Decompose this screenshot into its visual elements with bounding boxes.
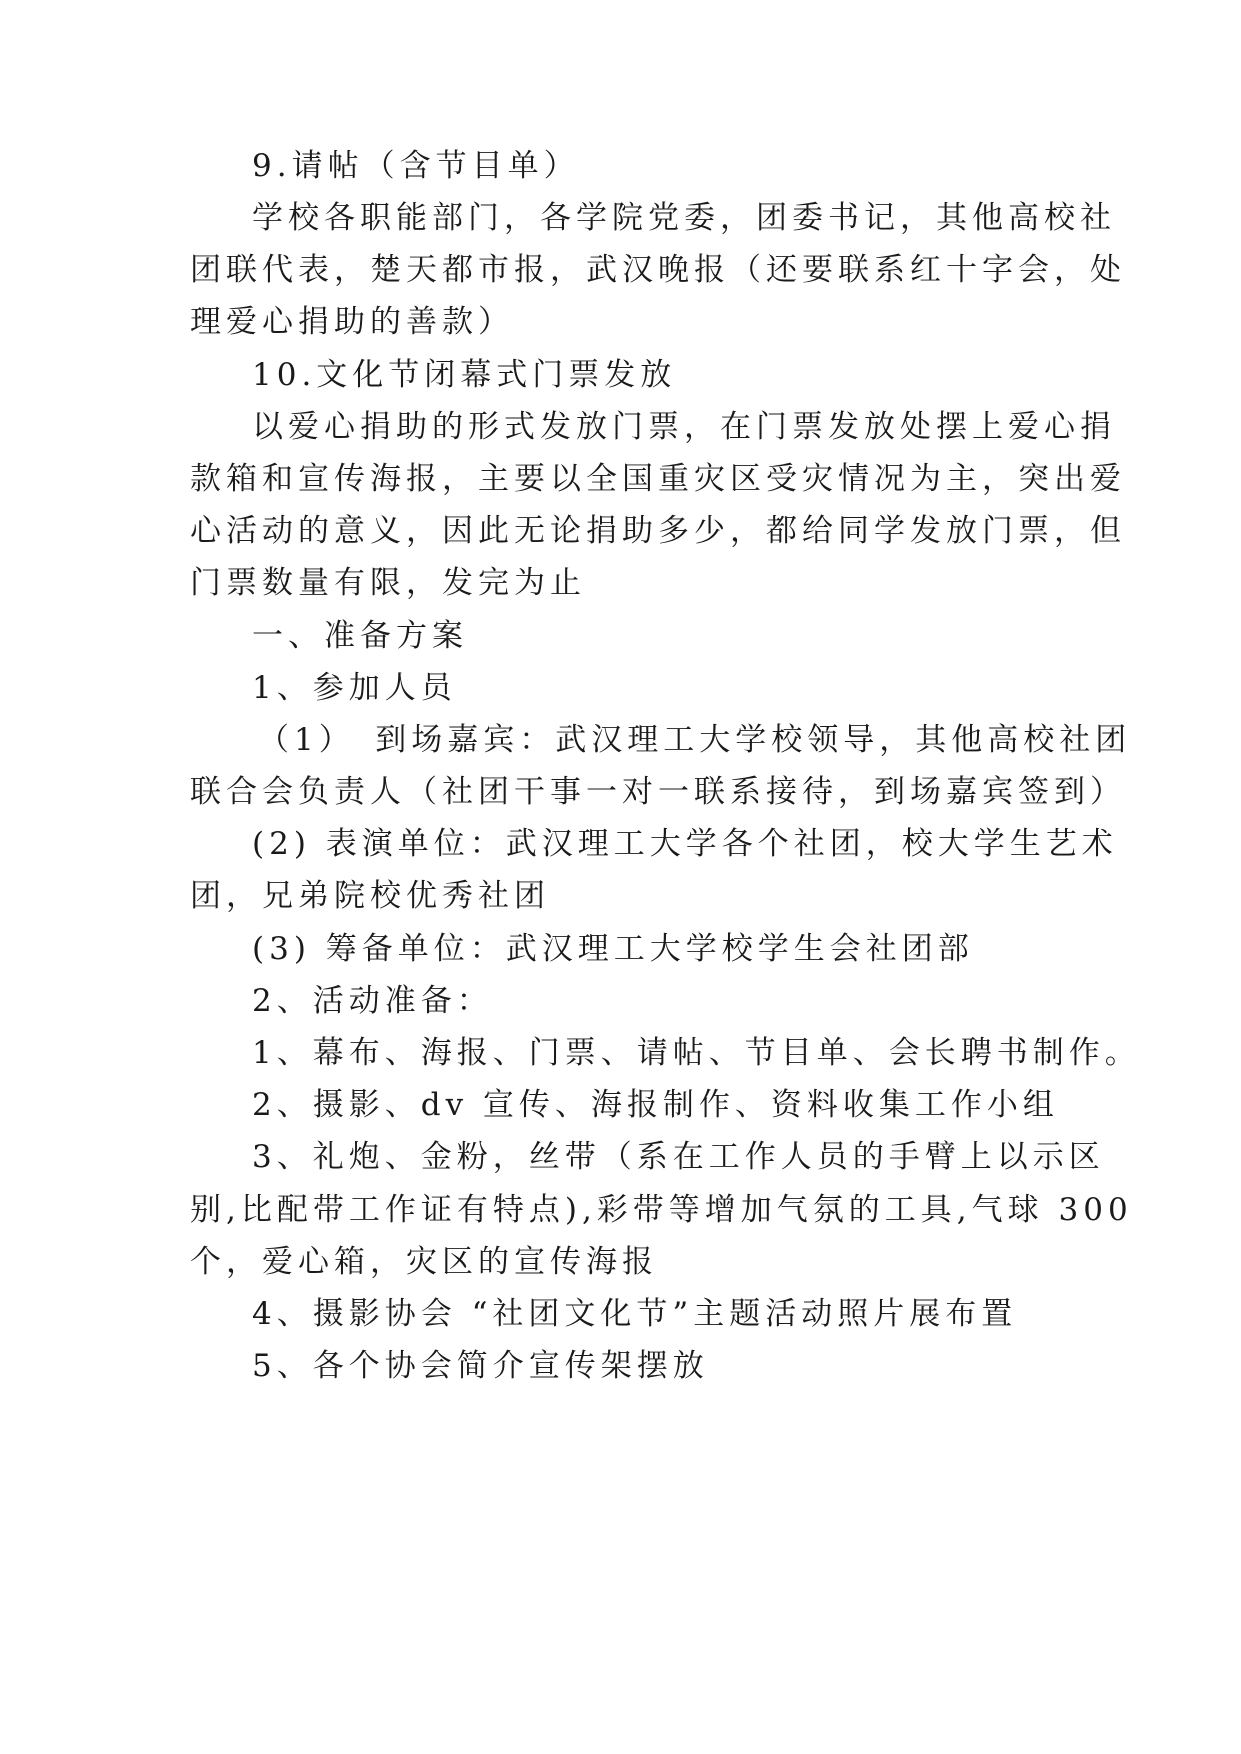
paragraph-line: 款箱和宣传海报，主要以全国重灾区受灾情况为主，突出爱 — [190, 461, 1126, 497]
paragraph-line: 以爱心捐助的形式发放门票，在门票发放处摆上爱心捐 — [252, 409, 1116, 445]
section-heading: 一、准备方案 — [252, 618, 468, 654]
paragraph-line: 联合会负责人（社团干事一对一联系接待，到场嘉宾签到） — [190, 774, 1126, 810]
paragraph-line: 团联代表，楚天都市报，武汉晚报（还要联系红十字会，处 — [190, 252, 1126, 288]
item-10-heading: 10.文化节闭幕式门票发放 — [252, 357, 677, 393]
paragraph-line: 心活动的意义，因此无论捐助多少，都给同学发放门票，但 — [190, 513, 1126, 549]
subsection-heading: 2、活动准备： — [252, 983, 493, 1019]
list-item: (2) 表演单位：武汉理工大学各个社团，校大学生艺术 — [252, 826, 1118, 862]
paragraph-line: 个，爱心箱，灾区的宣传海报 — [190, 1244, 658, 1280]
list-item: 2、摄影、dv 宣传、海报制作、资料收集工作小组 — [252, 1087, 1059, 1123]
item-9-heading: 9.请帖（含节目单） — [252, 148, 580, 184]
list-item: 5、各个协会简介宣传架摆放 — [252, 1348, 709, 1384]
paragraph-line: 门票数量有限，发完为止 — [190, 565, 586, 601]
paragraph-line: 团，兄弟院校优秀社团 — [190, 878, 550, 914]
subsection-heading: 1、参加人员 — [252, 670, 457, 706]
list-item: 4、摄影协会 “社团文化节”主题活动照片展布置 — [252, 1296, 1018, 1332]
list-item: （1） 到场嘉宾：武汉理工大学校领导，其他高校社团 — [258, 722, 1132, 758]
paragraph-line: 学校各职能部门，各学院党委，团委书记，其他高校社 — [252, 200, 1116, 236]
list-item: 1、幕布、海报、门票、请帖、节目单、会长聘书制作。 — [252, 1035, 1141, 1071]
paragraph-line: 理爱心捐助的善款） — [190, 304, 514, 340]
list-item: (3) 筹备单位：武汉理工大学校学生会社团部 — [252, 931, 974, 967]
list-item: 3、礼炮、金粉，丝带（系在工作人员的手臂上以示区 — [252, 1139, 1105, 1175]
paragraph-line: 别,比配带工作证有特点),彩带等增加气氛的工具,气球 300 — [190, 1192, 1133, 1228]
